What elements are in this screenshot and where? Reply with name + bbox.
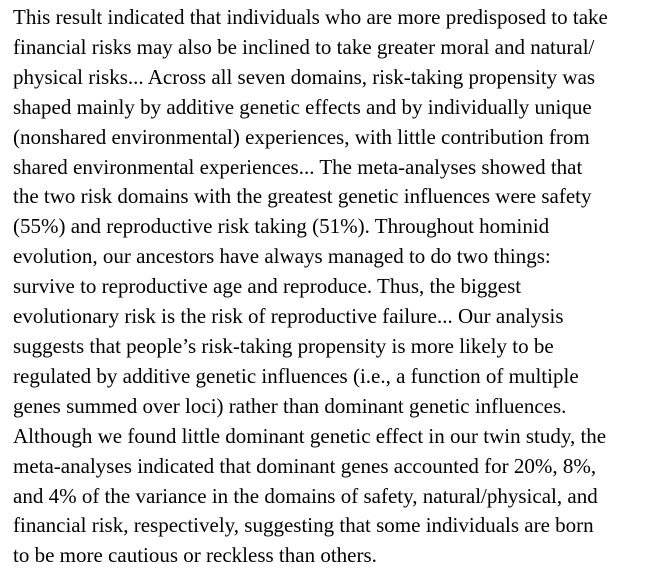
text-line-11: evolutionary risk is the risk of reproductive failure... Our analysis <box>13 304 564 329</box>
text-line-5: (nonshared environmental) experiences, with little contribution from <box>13 124 590 149</box>
text-line-18: financial risk, respectively, suggesting that some individuals are born <box>13 513 594 538</box>
text-line-4: shaped mainly by additive genetic effects and by individually unique <box>13 94 592 119</box>
text-line-16: meta-analyses indicated that dominant genes accounted for 20%, 8%, <box>13 453 597 478</box>
text-line-15: Although we found little dominant genetic effect in our twin study, the <box>13 423 607 448</box>
text-line-19: to be more cautious or reckless than others. <box>13 543 377 568</box>
text-line-7: the two risk domains with the greatest genetic influences were safety <box>13 184 592 209</box>
text-line-13: regulated by additive genetic influences (i.e., a function of multiple <box>13 363 579 388</box>
text-line-1: This result indicated that individuals who are more predisposed to take <box>13 5 608 29</box>
text-line-6: shared environmental experiences... The meta-analyses showed that <box>13 154 583 179</box>
text-line-10: survive to reproductive age and reproduce. Thus, the biggest <box>13 274 522 299</box>
text-line-14: genes summed over loci) rather than dominant genetic influences. <box>13 393 567 418</box>
text-line-2: financial risks may also be inclined to take greater moral and natural/ <box>13 34 595 59</box>
text-line-8: (55%) and reproductive risk taking (51%). Throughout hominid <box>13 214 550 239</box>
quote-paragraph <box>13 3 663 571</box>
text-line-9: evolution, our ancestors have always managed to do two things: <box>13 244 551 269</box>
text-line-17: and 4% of the variance in the domains of safety, natural/physical, and <box>13 483 598 508</box>
text-line-3: physical risks... Across all seven domains, risk-taking propensity was <box>13 64 596 89</box>
text-line-12: suggests that people’s risk-taking propensity is more likely to be <box>13 333 554 358</box>
